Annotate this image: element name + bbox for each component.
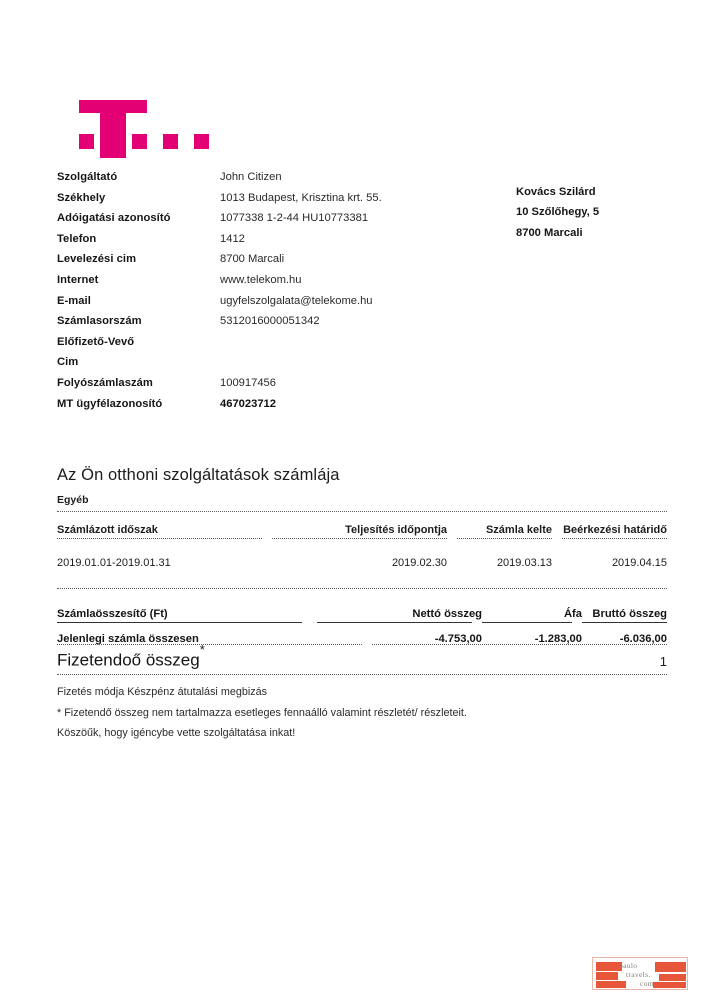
payable-label-text: Fizetendoő összeg: [57, 650, 200, 670]
info-label: Szolgáltató: [57, 171, 118, 183]
divider-group: [57, 538, 667, 541]
divider-group: [57, 622, 667, 626]
info-value: www.telekom.hu: [220, 273, 302, 286]
divider: [57, 511, 667, 512]
column-header-fulfillment: Teljesítés időpontja: [345, 524, 447, 536]
info-label: Adóigatási azonosító: [57, 212, 171, 225]
table-header-row: [57, 601, 667, 622]
info-value: 5312016000051342: [220, 315, 320, 328]
watermark-line-2: travels.: [626, 970, 651, 979]
info-value: ugyfelszolgalata@telekome.hu: [220, 294, 373, 307]
info-row: [57, 394, 667, 415]
column-header-net: Nettó összeg: [412, 608, 482, 620]
info-row: [57, 291, 667, 312]
info-label: Levelezési cim: [57, 253, 137, 266]
divider: [482, 622, 572, 623]
billing-period-table: [57, 514, 667, 571]
info-row: [57, 352, 667, 373]
info-row: [57, 249, 667, 270]
info-row: [57, 311, 667, 332]
info-label: Internet: [57, 273, 99, 286]
cell-period: 2019.01.01-2019.01.31: [57, 557, 171, 569]
invoice-summary-table: [57, 601, 667, 647]
watermark-line-3: com: [640, 979, 654, 988]
column-header-due-date: Beérkezési határidő: [563, 524, 667, 536]
recipient-address-block: [516, 182, 706, 243]
payable-amount-row: [57, 642, 667, 671]
info-value: 467023712: [220, 397, 276, 410]
cell-summary-label: Jelenlegi számla összesen: [57, 633, 199, 645]
telekom-logo: [57, 100, 242, 158]
thank-you-note: Köszöűk, hogy igéncybe vette szolgáltatása inkat!: [57, 727, 296, 739]
info-label: MT ügyfélazonosító: [57, 397, 163, 410]
cell-due-date: 2019.04.15: [611, 557, 667, 569]
info-label: Székhely: [57, 191, 106, 204]
divider: [272, 538, 447, 539]
info-label: Előfizető-Vevő: [57, 335, 135, 348]
info-value: 1013 Budapest, Krisztina krt. 55.: [220, 191, 382, 204]
divider: [372, 644, 667, 645]
info-value: 100917456: [220, 376, 276, 389]
divider: [57, 644, 362, 645]
info-value: 8700 Marcali: [220, 253, 285, 266]
info-label: Folyószámlaszám: [57, 376, 153, 389]
info-row: [57, 270, 667, 291]
column-header-period: Számlázott időszak: [57, 524, 158, 536]
watermark-badge: [592, 957, 688, 990]
info-label: Cim: [57, 356, 79, 369]
divider: [562, 538, 667, 539]
payable-amount-label: [57, 642, 205, 671]
recipient-name: Kovács Szilárd: [516, 186, 596, 198]
info-value: John Citizen: [220, 171, 282, 183]
table-row: [57, 541, 667, 571]
footer-notes: [57, 682, 687, 744]
section-subtitle: Egyéb: [57, 494, 89, 506]
cell-invoice-date: 2019.03.13: [496, 557, 552, 569]
watermark-line-1: paulo: [619, 961, 638, 970]
recipient-street: 10 Szőlőhegy, 5: [516, 206, 600, 219]
cell-gross-amount: -6.036,00: [619, 633, 667, 645]
info-label: Telefon: [57, 232, 97, 245]
payable-asterisk: *: [199, 642, 205, 658]
info-row: [57, 373, 667, 394]
column-header-gross: Bruttó összeg: [592, 608, 667, 620]
info-value: 1077338 1-2-44 HU10773381: [220, 212, 369, 225]
divider: [317, 622, 472, 623]
cell-vat-amount: -1.283,00: [534, 633, 582, 645]
info-row: [57, 332, 667, 353]
payment-method-note: Fizetés módja Készpénz átutalási megbizás: [57, 686, 268, 698]
asterisk-note: * Fizetendő összeg nem tartalmazza esetleges fennaálló valamint részletét/ részleteit.: [57, 706, 467, 719]
divider: [57, 588, 667, 589]
divider: [457, 538, 552, 539]
info-label: Számlasorszám: [57, 315, 142, 328]
divider: [57, 674, 667, 675]
recipient-city: 8700 Marcali: [516, 226, 583, 239]
column-header-summary: Számlaösszesítő (Ft): [57, 608, 168, 620]
column-header-vat: Áfa: [563, 608, 582, 620]
payable-amount-value: 1: [659, 653, 667, 669]
divider: [57, 538, 262, 539]
section-title: Az Ön otthoni szolgáltatások számlája: [57, 466, 340, 484]
info-label: E-mail: [57, 294, 91, 307]
divider: [582, 622, 667, 623]
column-header-invoice-date: Számla kelte: [485, 524, 552, 536]
divider: [57, 622, 302, 623]
cell-fulfillment: 2019.02.30: [391, 557, 447, 569]
cell-net-amount: -4.753,00: [434, 633, 482, 645]
watermark-text: [593, 958, 688, 990]
info-value: 1412: [220, 232, 245, 245]
table-header-row: [57, 514, 667, 538]
